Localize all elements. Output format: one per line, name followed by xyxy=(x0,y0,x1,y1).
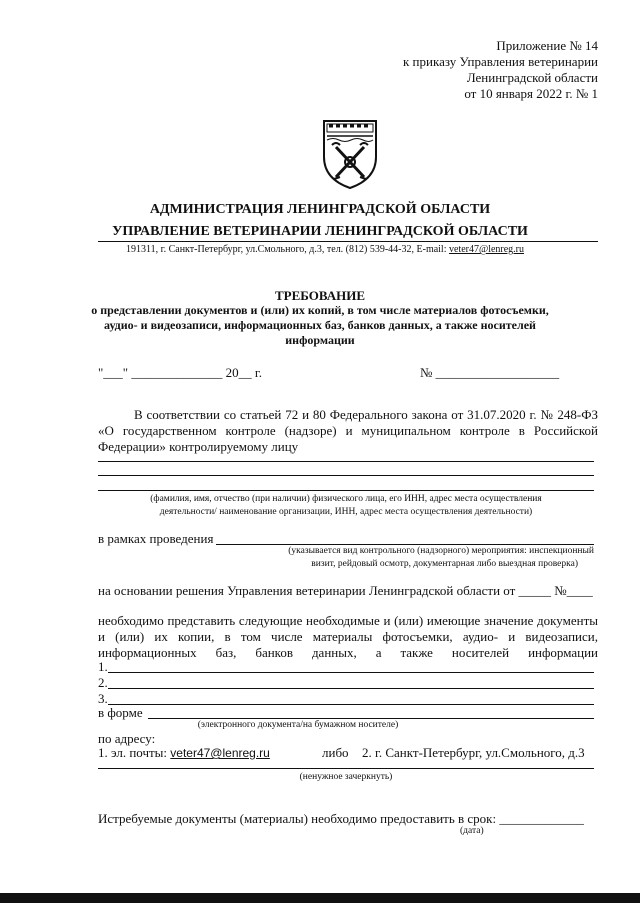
option-1-email-link[interactable]: veter47@lenreg.ru xyxy=(170,746,270,760)
department-title: УПРАВЛЕНИЕ ВЕТЕРИНАРИИ ЛЕНИНГРАДСКОЙ ОБЛАСТИ xyxy=(112,224,528,239)
scan-footer-bar xyxy=(0,893,640,903)
party-line-1[interactable] xyxy=(98,461,594,462)
address-text: 191311, г. Санкт-Петербург, ул.Смольного, д.3, тел. (812) 539-44-32, E-mail: xyxy=(125,244,449,255)
deadline-hint: (дата) xyxy=(460,826,484,836)
appendix-block xyxy=(380,38,598,102)
intro-line-1: В соответствии со статьей 72 и 80 Федерального закона от 31.07.2020 г. № 248-ФЗ xyxy=(134,407,598,422)
party-line-3[interactable] xyxy=(98,490,594,491)
coat-of-arms-icon xyxy=(318,117,382,191)
option-1-text: 1. эл. почты: xyxy=(98,745,171,760)
admin-title: АДМИНИСТРАЦИЯ ЛЕНИНГРАДСКОЙ ОБЛАСТИ xyxy=(149,202,491,217)
framework-hint-2: визит, рейдовый осмотр, документарная либо выездная проверка) xyxy=(311,559,578,569)
appendix-line-4: от 10 января 2022 г. № 1 xyxy=(464,86,598,101)
framework-hint-1: (указывается вид контрольного (надзорного) мероприятия: инспекционный xyxy=(288,546,594,556)
address-hint: (ненужное зачеркнуть) xyxy=(299,772,393,782)
item-2-label: 2. xyxy=(98,675,108,690)
item-2-line[interactable] xyxy=(108,688,594,689)
party-hint-2: деятельности/ наименование организации, ИНН, адрес места осуществления деятельности) xyxy=(159,507,533,517)
option-1-email xyxy=(98,745,270,761)
number-field[interactable]: № ___________________ xyxy=(420,365,560,380)
form-hint: (электронного документа/на бумажном носителе) xyxy=(197,720,399,730)
need-line-1: необходимо представить следующие необходимые и (или) имеющие значение документы xyxy=(98,613,598,628)
appendix-line-2: к приказу Управления ветеринарии xyxy=(402,54,598,69)
header-email-link[interactable]: veter47@lenreg.ru xyxy=(449,244,525,255)
header-address xyxy=(90,244,560,256)
or-label: либо xyxy=(322,745,349,760)
party-hint-1: (фамилия, имя, отчество (при наличии) физического лица, его ИНН, адрес места осуществления xyxy=(150,494,542,504)
need-line-3: информационных баз, банков данных, а также носителей информации xyxy=(98,645,598,660)
document-subtitle-3: информации xyxy=(285,333,355,347)
option-2-address: 2. г. Санкт-Петербург, ул.Смольного, д.3 xyxy=(362,745,585,760)
document-title: ТРЕБОВАНИЕ xyxy=(274,288,366,303)
address-line[interactable] xyxy=(98,768,594,769)
date-field[interactable]: "___" ______________ 20__ г. xyxy=(98,365,262,380)
item-1-line[interactable] xyxy=(108,672,594,673)
intro-line-2: «О государственном контроле (надзоре) и муниципальном контроле в Российской xyxy=(98,423,598,438)
appendix-line-1: Приложение № 14 xyxy=(496,38,598,53)
party-line-2[interactable] xyxy=(98,475,594,476)
need-line-2: и (или) их копии, в том числе материалы фотосъемки, аудио- и видеозаписи, xyxy=(98,629,598,644)
document-subtitle-1: о представлении документов и (или) их копий, в том числе материалов фотосъемки, xyxy=(91,303,549,317)
address-label: по адресу: xyxy=(98,731,156,746)
document-subtitle-2: аудио- и видеозаписи, информационных баз, банков данных, а также носителей xyxy=(104,318,536,332)
basis-line: на основании решения Управления ветеринарии Ленинградской области от _____ №____ xyxy=(98,583,593,598)
intro-line-3: Федерации» контролируемому лицу xyxy=(98,439,299,454)
form-label: в форме xyxy=(98,705,143,720)
deadline-line: Истребуемые документы (материалы) необходимо предоставить в срок: _____________ xyxy=(98,811,584,826)
item-3-line[interactable] xyxy=(108,704,594,705)
item-1-label: 1. xyxy=(98,659,108,674)
item-3-label: 3. xyxy=(98,691,108,706)
appendix-line-3: Ленинградской области xyxy=(466,70,598,85)
header-rule xyxy=(98,241,598,242)
framework-label: в рамках проведения xyxy=(98,531,214,546)
